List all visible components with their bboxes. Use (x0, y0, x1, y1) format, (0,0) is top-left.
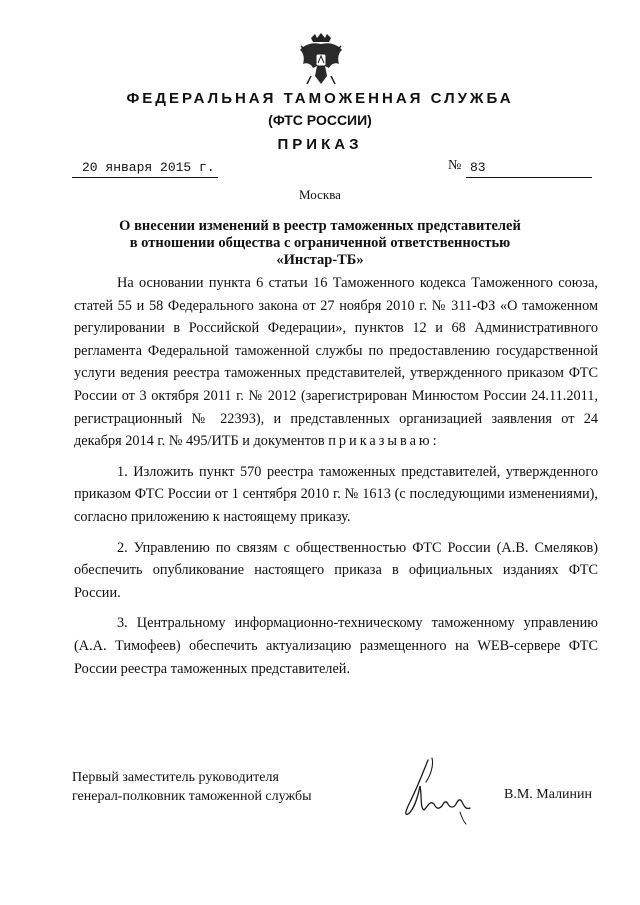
signatory-position-line-1: Первый заместитель руководителя (72, 770, 279, 785)
signatory-name: В.М. Малинин (504, 787, 593, 802)
order-item-2: 2. Управлению по связям с общественностью ФТС России (А.В. Смеляков) обеспечить опубликование настоящего приказа в официальных изданиях ФТС России. (74, 539, 598, 601)
signatory-position-line-2: генерал-полковник таможенной службы (72, 789, 312, 804)
order-date: 20 января 2015 г. (72, 160, 218, 178)
preamble-text: На основании пункта 6 статьи 16 Таможенного кодекса Таможенного союза, статей 55 и 58 Федерального закона от 27 ноября 2010 г. № 311-ФЗ «О таможенном регулировании в Российской Федерации», пунктов 12 и 68 Административного регламента Федеральной таможенной службы по предоставлению государственной услуги ведения реестра таможенных представителей, утвержденного приказом ФТС России от 3 октября 2011 г. № 2012 (зарегистрирован Минюстом России 24.11.2011, регистрационный № 22393), и представленных организацией заявления от 24 декабря 2014 г. № 495/ИТБ и документов (74, 275, 598, 450)
organization-name: ФЕДЕРАЛЬНАЯ ТАМОЖЕННАЯ СЛУЖБА (126, 90, 514, 107)
order-number: 83 (466, 160, 592, 178)
order-title (60, 218, 580, 269)
order-title-line-3: «Инстар-ТБ» (276, 252, 364, 268)
order-item-3: 3. Центральному информационно-техническому таможенному управлению (А.А. Тимофеев) обеспечить актуализацию размещенного на WEB-сервере ФТС России реестра таможенных представителей. (74, 615, 598, 677)
signatory-position (72, 768, 311, 806)
coat-of-arms-emblem (297, 32, 345, 88)
order-title-line-2: в отношении общества с ограниченной ответственностью (129, 235, 511, 251)
order-item-1: 1. Изложить пункт 570 реестра таможенных представителей, утвержденного приказом ФТС России от 1 сентября 2010 г. № 1613 (с последующими изменениями), согласно приложению к настоящему приказу. (74, 463, 598, 525)
order-body (74, 272, 598, 680)
order-title-line-1: О внесении изменений в реестр таможенных представителей (119, 218, 521, 234)
city: Москва (299, 187, 341, 202)
document-type: ПРИКАЗ (277, 136, 363, 153)
order-number-label: № (448, 158, 462, 173)
preamble-paragraph (74, 272, 598, 453)
order-word: приказываю: (328, 433, 440, 450)
organization-short-name: (ФТС РОССИИ) (268, 112, 372, 128)
handwritten-signature (398, 756, 480, 826)
